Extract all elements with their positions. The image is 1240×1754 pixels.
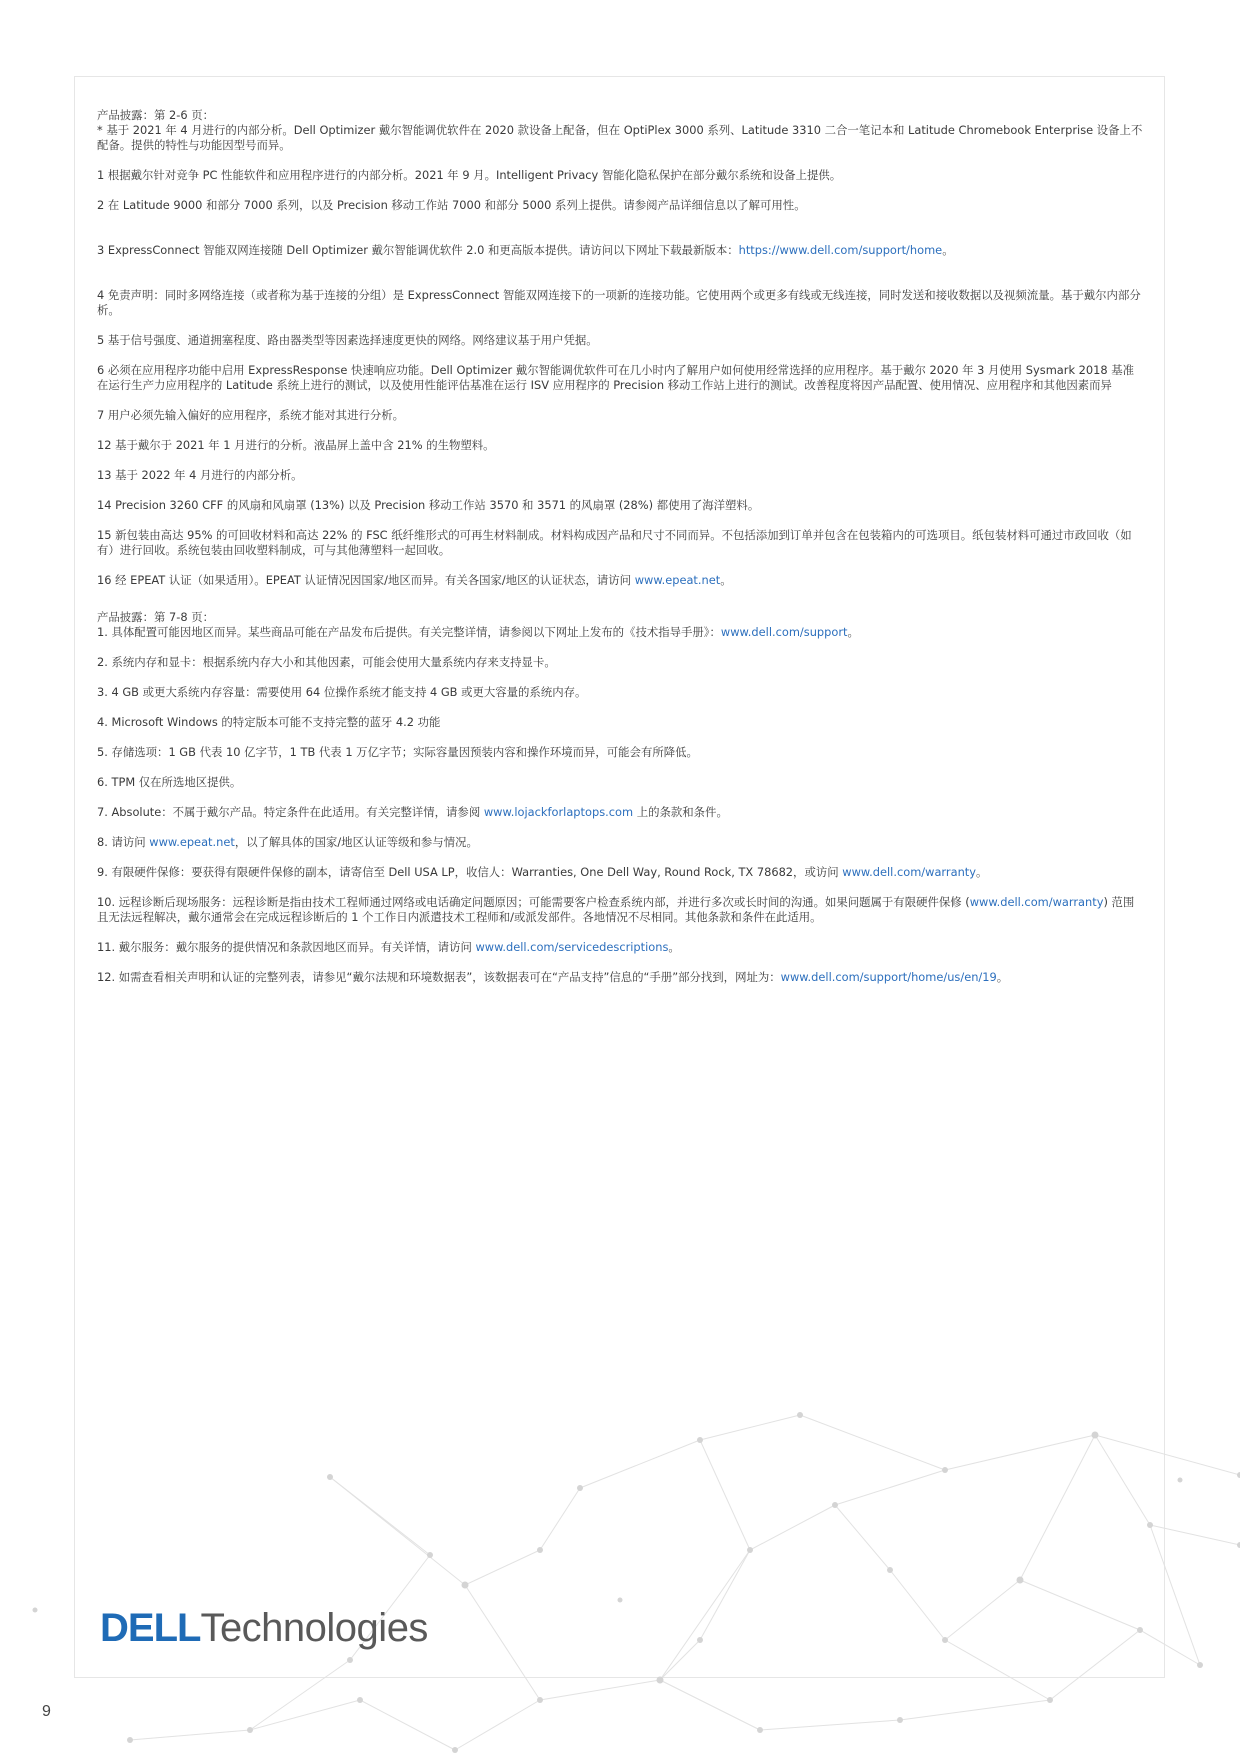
spec-note-10-text: 10. 远程诊断后现场服务：远程诊断是指由技术工程师通过网络或电话确定问题原因；可能需要客户检查系统内部，并进行多次或长时间的沟通。如果问题属于有限硬件保修 (: [97, 895, 970, 909]
note-3-end: 。: [942, 243, 954, 257]
spec-note-7-text: 7. Absolute：不属于戴尔产品。特定条件在此适用。有关完整详情，请参阅: [97, 805, 484, 819]
spec-note-3: 3. 4 GB 或更大系统内存容量：需要使用 64 位操作系统才能支持 4 GB 或更大容量的系统内存。: [97, 685, 587, 699]
note-2: 2 在 Latitude 9000 和部分 7000 系列，以及 Precision 移动工作站 7000 和部分 5000 系列上提供。请参阅产品详细信息以了解可用性。: [97, 198, 806, 212]
section-heading-pages-7-8: 产品披露：第 7-8 页：: [97, 610, 214, 624]
spec-note-2: 2. 系统内存和显卡：根据系统内存大小和其他因素，可能会使用大量系统内存来支持显卡。: [97, 655, 556, 669]
note-3: [97, 243, 1145, 258]
spec-note-11-text: 11. 戴尔服务：戴尔服务的提供情况和条款因地区而异。有关详情，请访问: [97, 940, 476, 954]
spec-note-7-end: 上的条款和条件。: [633, 805, 728, 819]
spec-note-9-end: 。: [976, 865, 988, 879]
spec-note-7: [97, 805, 1145, 820]
section-pages-7-8: [97, 610, 1145, 985]
note-16-end: 。: [720, 573, 732, 587]
warranty-link[interactable]: www.dell.com/warranty: [842, 865, 976, 879]
note-13: 13 基于 2022 年 4 月进行的内部分析。: [97, 468, 303, 482]
support-home-link[interactable]: https://www.dell.com/support/home: [738, 243, 943, 257]
note-12: 12 基于戴尔于 2021 年 1 月进行的分析。液晶屏上盖中含 21% 的生物塑料。: [97, 438, 495, 452]
note-16-text: 16 经 EPEAT 认证（如果适用）。EPEAT 认证情况因国家/地区而异。有关各国家/地区的认证状态，请访问: [97, 573, 635, 587]
spec-note-6: 6. TPM 仅在所选地区提供。: [97, 775, 242, 789]
support-link[interactable]: www.dell.com/support: [720, 625, 848, 639]
note-1: 1 根据戴尔针对竞争 PC 性能软件和应用程序进行的内部分析。2021 年 9 月。Intelligent Privacy 智能化隐私保护在部分戴尔系统和设备上提供。: [97, 168, 842, 182]
page-number: 9: [42, 1703, 51, 1720]
spec-note-8: [97, 835, 1145, 850]
note-3-text: 3 ExpressConnect 智能双网连接随 Dell Optimizer 戴尔智能调优软件 2.0 和更高版本提供。请访问以下网址下载最新版本：: [97, 243, 739, 257]
spec-note-5: 5. 存储选项：1 GB 代表 10 亿字节，1 TB 代表 1 万亿字节；实际容量因预装内容和操作环境而异，可能会有所降低。: [97, 745, 698, 759]
service-descriptions-link[interactable]: www.dell.com/servicedescriptions: [475, 940, 669, 954]
note-14: 14 Precision 3260 CFF 的风扇和风扇罩 (13%) 以及 Precision 移动工作站 3570 和 3571 的风扇罩 (28%) 都使用了海洋塑料。: [97, 498, 760, 512]
dell-logo-wordmark: DΕLL: [100, 1606, 201, 1650]
note-4: 4 免责声明：同时多网络连接（或者称为基于连接的分组）是 ExpressConnect 智能双网连接下的一项新的连接功能。它使用两个或更多有线或无线连接，同时发送和接收数据以及视频流量。基于戴尔内部分析。: [97, 288, 1141, 317]
epeat-link-2[interactable]: www.epeat.net: [149, 835, 235, 849]
dell-technologies-logo: [100, 1604, 428, 1650]
note-intro: * 基于 2021 年 4 月进行的内部分析。Dell Optimizer 戴尔智能调优软件在 2020 款设备上配备，但在 OptiPlex 3000 系列、Latitude 3310 二合一笔记本和 Latitude Chromebook Enterprise 设备上不配备。提供的特性与功能因型号而异。: [97, 123, 1143, 152]
note-15: 15 新包装由高达 95% 的可回收材料和高达 22% 的 FSC 纸纤维形式的可再生材料制成。材料构成因产品和尺寸不同而异。不包括添加到订单并包含在包装箱内的可选项目。纸包装材料可通过市政回收（如有）进行回收。系统包装由回收塑料制成，可与其他薄塑料一起回收。: [97, 528, 1132, 557]
spec-note-12-end: 。: [996, 970, 1009, 984]
note-7: 7 用户必须先输入偏好的应用程序，系统才能对其进行分析。: [97, 408, 405, 422]
spec-note-9: [97, 865, 1145, 880]
note-16: [97, 573, 1145, 588]
note-6: 6 必须在应用程序功能中启用 ExpressResponse 快速响应功能。Dell Optimizer 戴尔智能调优软件可在几小时内了解用户如何使用经常选择的应用程序。基于戴尔 2020 年 3 月使用 Sysmark 2018 基准在运行生产力应用程序的 Latitude 系统上进行的测试，以及使用性能评估基准在运行 ISV 应用程序的 Precision 移动工作站上进行的测试。改善程度将因产品配置、使用情况、应用程序和其他因素而异: [97, 363, 1135, 392]
support-home-us-link[interactable]: www.dell.com/support/home/us/en/19: [780, 970, 997, 984]
technologies-wordmark: Technologies: [200, 1606, 428, 1650]
spec-note-12: [97, 970, 1145, 985]
spec-note-10-end: ) 范围且无法远程解决，戴尔通常会在完成远程诊断后的 1 个工作日内派遣技术工程师和/或派发部件。各地情况不尽相同。其他条款和条件在此适用。: [97, 895, 1135, 924]
spec-note-4: 4. Microsoft Windows 的特定版本可能不支持完整的蓝牙 4.2 功能: [97, 715, 441, 729]
disclosures-content: [97, 108, 1145, 1000]
spec-note-11: [97, 940, 1145, 955]
lojack-link[interactable]: www.lojackforlaptops.com: [483, 805, 634, 819]
spec-note-10: [97, 895, 1145, 925]
network-background-graphic: [0, 1400, 1240, 1754]
spec-note-8-end: ，以了解具体的国家/地区认证等级和参与情况。: [234, 835, 478, 849]
spec-note-8-text: 8. 请访问: [97, 835, 150, 849]
warranty-link-2[interactable]: www.dell.com/warranty: [969, 895, 1104, 909]
spec-note-11-end: 。: [668, 940, 680, 954]
epeat-link[interactable]: www.epeat.net: [634, 573, 721, 587]
note-5: 5 基于信号强度、通道拥塞程度、路由器类型等因素选择速度更快的网络。网络建议基于用户凭据。: [97, 333, 598, 347]
section-heading-pages-2-6: 产品披露：第 2-6 页：: [97, 108, 214, 122]
spec-note-1-text: 1. 具体配置可能因地区而异。某些商品可能在产品发布后提供。有关完整详情，请参阅以下网址上发布的《技术指导手册》：: [97, 625, 721, 639]
spec-note-1-end: 。: [847, 625, 859, 639]
spec-note-9-text: 9. 有限硬件保修：要获得有限硬件保修的副本，请寄信至 Dell USA LP，收信人：Warranties, One Dell Way, Round Rock, TX 78682，或访问: [97, 865, 843, 879]
spec-note-12-text: 12. 如需查看相关声明和认证的完整列表，请参见“戴尔法规和环境数据表”，该数据表可在“产品支持”信息的“手册”部分找到，网址为：: [97, 970, 781, 984]
spec-note-1: [97, 625, 1145, 640]
